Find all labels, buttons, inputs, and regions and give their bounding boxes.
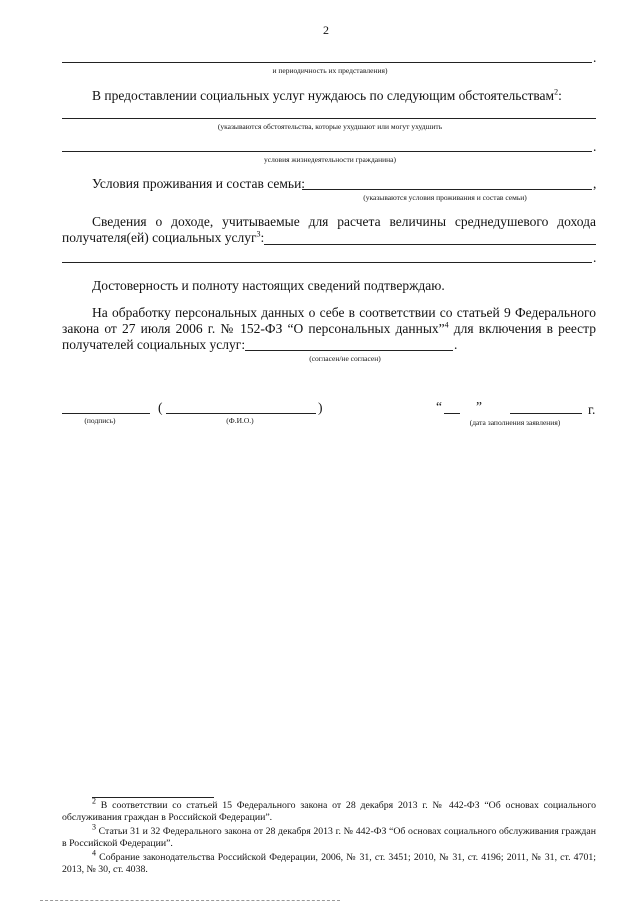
- footnote-3-num: 3: [92, 822, 96, 832]
- fio-line: [166, 413, 316, 414]
- bottom-scan-artifact: [40, 899, 340, 901]
- top-caption: и периодичность их представления): [272, 66, 388, 75]
- footnote-2: [62, 796, 596, 824]
- needs-footnote-ref: 2: [554, 87, 559, 97]
- consent-line-3: получателей социальных услуг:: [62, 337, 246, 352]
- consent-period: .: [454, 337, 458, 352]
- caption-date: (дата заполнения заявления): [469, 418, 561, 427]
- caption-fio: (Ф.И.О.): [226, 416, 254, 425]
- income-prefix: получателя(ей) социальных услуг: [62, 230, 257, 245]
- footnote-3-text: Статьи 31 и 32 Федерального закона от 28 декабря 2013 г. № 442-ФЗ “Об основах социального обслуживания граждан в Российской Федерации”.: [62, 826, 596, 849]
- date-month-line: [510, 413, 582, 414]
- circumstances-line-2: [62, 151, 592, 152]
- needs-colon: :: [558, 88, 562, 103]
- income-line-2: [62, 230, 264, 246]
- footnote-3: [62, 822, 596, 850]
- consent-line-1: На обработку персональных данных о себе в соответствии со статьей 9 Федерального: [92, 305, 596, 320]
- circumstances-period: .: [593, 139, 597, 154]
- consent-purpose: для включения в реестр: [448, 321, 596, 336]
- fio-close-paren: ): [318, 400, 323, 415]
- date-year-suffix: г.: [588, 402, 596, 417]
- top-fill-line: [62, 62, 592, 63]
- caption-signature: (подпись): [84, 416, 116, 425]
- caption-circumstances-2: условия жизнедеятельности гражданина): [263, 155, 396, 164]
- income-colon: :: [260, 230, 265, 245]
- date-day-line: [444, 413, 460, 414]
- fio-open-paren: (: [158, 400, 163, 415]
- living-label: Условия проживания и состав семьи:: [92, 176, 306, 191]
- circumstances-line-1: [62, 118, 596, 119]
- income-fill-line-2: [62, 262, 592, 263]
- income-footnote-ref: 3: [256, 229, 261, 239]
- footnote-4-num: 4: [92, 848, 96, 858]
- footnote-2-num: 2: [92, 796, 96, 806]
- page-number: 2: [323, 23, 329, 37]
- caption-circumstances-1: (указываются обстоятельства, которые ухудшают или могут ухудшить: [217, 122, 443, 131]
- footnote-2-text: В соответствии со статьей 15 Федерального закона от 28 декабря 2013 г. № 442-ФЗ “Об основах социального обслуживания граждан в Российской Федерации”.: [62, 800, 596, 823]
- footnote-4-text: Собрание законодательства Российской Федерации, 2006, № 31, ст. 3451; 2010, № 31, ст. 4196; 2011, № 31, ст. 4701; 2013, № 30, ст. 4038.: [62, 852, 596, 875]
- signature-line: [62, 413, 150, 414]
- needs-text: В предоставлении социальных услуг нуждаюсь по следующим обстоятельствам: [92, 88, 555, 103]
- consent-line-2: [62, 321, 596, 337]
- confirm-text: Достоверность и полноту настоящих сведений подтверждаю.: [92, 278, 445, 293]
- living-period: ,: [593, 176, 597, 191]
- consent-fill-line: [245, 350, 453, 351]
- consent-law: закона от 27 июля 2006 г. № 152-ФЗ “О персональных данных”: [62, 321, 445, 336]
- caption-consent: (согласен/не согласен): [309, 354, 381, 363]
- needs-statement: [92, 88, 562, 104]
- date-quote-open: “: [436, 399, 442, 414]
- footnote-separator: [92, 797, 214, 798]
- living-line: [302, 189, 592, 190]
- caption-living: (указываются условия проживания и состав семьи): [363, 193, 527, 202]
- income-period: .: [593, 250, 597, 265]
- consent-footnote-ref: 4: [444, 320, 449, 330]
- footnote-4: [62, 848, 596, 876]
- income-line-1: Сведения о доходе, учитываемые для расчета величины среднедушевого дохода: [92, 214, 596, 229]
- top-line-period: .: [593, 50, 597, 65]
- date-quote-close: ”: [476, 399, 482, 414]
- income-fill-line-1: [264, 244, 596, 245]
